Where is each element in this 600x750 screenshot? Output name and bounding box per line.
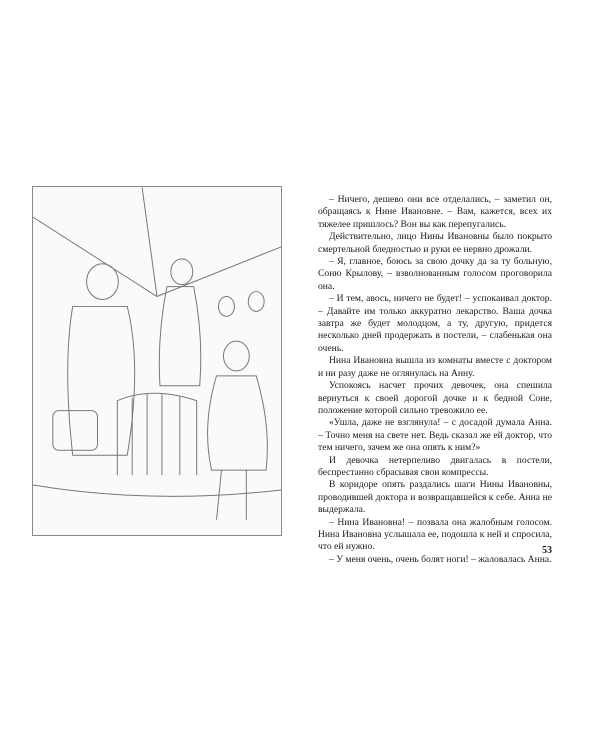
paragraph: Нина Ивановна вышла из комнаты вместе с доктором и ни разу даже не оглянулась на Анну.	[318, 355, 552, 379]
paragraph: И девочка нетерпеливо двигалась в постели, беспрестанно сбрасывая свои компрессы.	[318, 454, 552, 478]
page-number: 53	[542, 545, 552, 556]
paragraph: – У меня очень, очень болят ноги! – жаловалась Анна.	[329, 553, 552, 565]
pencil-sketch-illustration	[32, 186, 282, 536]
paragraph: «Ушла, даже не взглянула! – с досадой думала Анна. – Точно меня на свете нет. Ведь сказал же ей доктор, что тем ничего, зачем же она опять к ним?»	[318, 417, 552, 454]
paragraph: – Я, главное, боюсь за свою дочку да за ту больную, Соню Крылову, – взволнованным голосом проговорила она.	[318, 256, 552, 292]
page-text	[318, 194, 552, 566]
paragraph: В коридоре опять раздались шаги Нины Ивановны, проводившей доктора и возвращавшейся к себе. Анна не выдержала.	[318, 479, 552, 516]
paragraph: – И тем, авось, ничего не будет! – успокаивал доктор. – Давайте им только аккуратно лекарство. Ваша дочка завтра же будет молодцом, а ту, другую, придется несколько дней продержать в постели, – слабенькая она очень.	[318, 293, 552, 354]
paragraph: – Ничего, дешево они все отделались, – заметил он, обращаясь к Нине Ивановне. – Вам, кажется, всех их тяжелее пришлось? Вон вы как перепугались.	[318, 194, 552, 230]
paragraph: – Нина Ивановна! – позвала она жалобным голосом. Нина Ивановна услышала ее, подошла к ней и спросила, что ей нужно.	[318, 516, 552, 553]
paragraph: Успокоясь насчет прочих девочек, она спешила вернуться к своей дорогой дочке и к бедной Соне, положение которой сильно тревожило ее.	[318, 380, 552, 416]
sketch-drawing	[33, 187, 281, 535]
paragraph: Действительно, лицо Нины Ивановны было покрыто смертельной бледностью и руки ее нервно дрожали.	[318, 231, 552, 255]
